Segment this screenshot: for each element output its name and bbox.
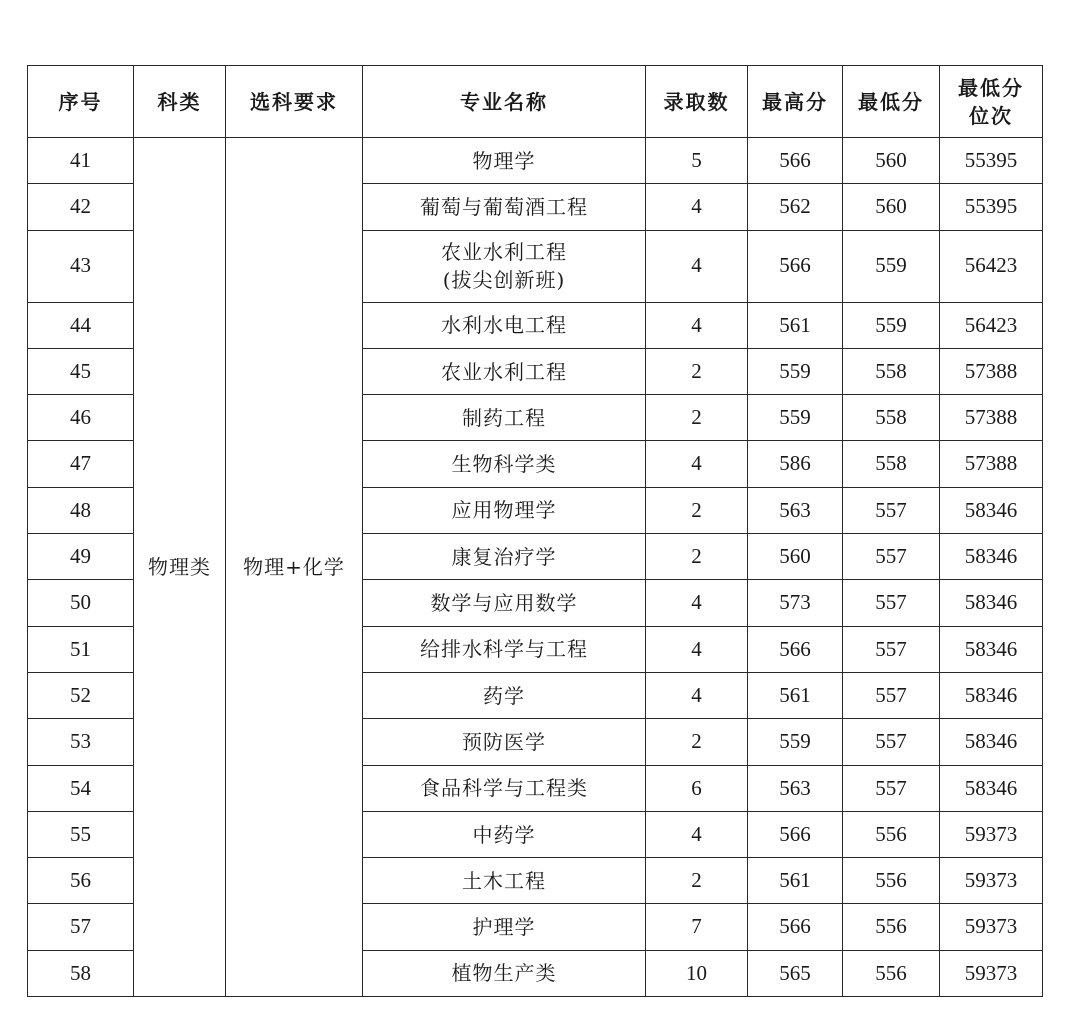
cell-min-rank: 58346 <box>940 487 1043 533</box>
cell-seq: 58 <box>28 950 134 996</box>
header-major-name: 专业名称 <box>363 66 646 138</box>
cell-seq: 52 <box>28 672 134 718</box>
cell-admitted: 10 <box>646 950 748 996</box>
cell-major: 农业水利工程 <box>363 348 646 394</box>
cell-admitted: 4 <box>646 580 748 626</box>
cell-major: 护理学 <box>363 904 646 950</box>
cell-max-score: 566 <box>748 230 843 302</box>
header-admitted-count: 录取数 <box>646 66 748 138</box>
cell-min-rank: 57388 <box>940 441 1043 487</box>
cell-min-score: 557 <box>843 626 940 672</box>
cell-min-score: 557 <box>843 672 940 718</box>
cell-admitted: 4 <box>646 184 748 230</box>
cell-seq: 51 <box>28 626 134 672</box>
cell-min-score: 557 <box>843 534 940 580</box>
cell-min-rank: 59373 <box>940 950 1043 996</box>
cell-min-score: 556 <box>843 904 940 950</box>
cell-min-rank: 55395 <box>940 184 1043 230</box>
cell-max-score: 561 <box>748 672 843 718</box>
cell-max-score: 566 <box>748 138 843 184</box>
cell-admitted: 2 <box>646 719 748 765</box>
cell-max-score: 562 <box>748 184 843 230</box>
cell-max-score: 565 <box>748 950 843 996</box>
cell-seq: 43 <box>28 230 134 302</box>
header-min-rank <box>940 66 1043 138</box>
cell-admitted: 2 <box>646 348 748 394</box>
header-row <box>28 66 1043 138</box>
cell-min-score: 556 <box>843 811 940 857</box>
cell-admitted: 4 <box>646 302 748 348</box>
cell-min-rank: 55395 <box>940 138 1043 184</box>
cell-min-rank: 59373 <box>940 858 1043 904</box>
cell-min-rank: 58346 <box>940 534 1043 580</box>
cell-admitted: 6 <box>646 765 748 811</box>
table-row <box>28 138 1043 184</box>
cell-max-score: 560 <box>748 534 843 580</box>
cell-major: 葡萄与葡萄酒工程 <box>363 184 646 230</box>
cell-min-rank: 58346 <box>940 719 1043 765</box>
cell-max-score: 559 <box>748 395 843 441</box>
header-min-rank-line1: 最低分 <box>958 75 1024 100</box>
cell-major: 土木工程 <box>363 858 646 904</box>
cell-admitted: 4 <box>646 672 748 718</box>
header-max-score: 最高分 <box>748 66 843 138</box>
cell-min-score: 556 <box>843 950 940 996</box>
header-min-rank-line2: 位次 <box>969 103 1013 128</box>
admission-table <box>27 65 1043 997</box>
cell-max-score: 559 <box>748 719 843 765</box>
cell-min-score: 557 <box>843 580 940 626</box>
cell-max-score: 566 <box>748 626 843 672</box>
cell-max-score: 561 <box>748 302 843 348</box>
cell-seq: 54 <box>28 765 134 811</box>
cell-major: 生物科学类 <box>363 441 646 487</box>
cell-admitted: 4 <box>646 626 748 672</box>
cell-major-line1: 农业水利工程 <box>441 240 567 265</box>
cell-max-score: 563 <box>748 487 843 533</box>
cell-min-rank: 57388 <box>940 395 1043 441</box>
cell-min-score: 557 <box>843 765 940 811</box>
cell-major: 应用物理学 <box>363 487 646 533</box>
cell-category: 物理类 <box>134 138 226 997</box>
cell-seq: 55 <box>28 811 134 857</box>
cell-seq: 48 <box>28 487 134 533</box>
cell-major-line2: (拔尖创新班) <box>442 268 566 293</box>
cell-max-score: 573 <box>748 580 843 626</box>
cell-max-score: 561 <box>748 858 843 904</box>
cell-major: 植物生产类 <box>363 950 646 996</box>
cell-major: 中药学 <box>363 811 646 857</box>
cell-admitted: 4 <box>646 441 748 487</box>
cell-seq: 44 <box>28 302 134 348</box>
cell-min-rank: 56423 <box>940 302 1043 348</box>
header-min-score: 最低分 <box>843 66 940 138</box>
cell-major: 物理学 <box>363 138 646 184</box>
cell-min-rank: 58346 <box>940 765 1043 811</box>
cell-admitted: 2 <box>646 858 748 904</box>
cell-seq: 45 <box>28 348 134 394</box>
cell-admitted: 4 <box>646 811 748 857</box>
cell-min-rank: 58346 <box>940 672 1043 718</box>
cell-major <box>363 230 646 302</box>
cell-seq: 46 <box>28 395 134 441</box>
cell-major: 食品科学与工程类 <box>363 765 646 811</box>
cell-min-score: 557 <box>843 487 940 533</box>
cell-min-score: 558 <box>843 395 940 441</box>
cell-seq: 47 <box>28 441 134 487</box>
cell-subject-requirement: 物理+化学 <box>226 138 363 997</box>
cell-max-score: 563 <box>748 765 843 811</box>
cell-admitted: 5 <box>646 138 748 184</box>
cell-max-score: 559 <box>748 348 843 394</box>
cell-min-score: 558 <box>843 348 940 394</box>
cell-seq: 53 <box>28 719 134 765</box>
cell-seq: 57 <box>28 904 134 950</box>
cell-min-rank: 58346 <box>940 580 1043 626</box>
cell-major: 制药工程 <box>363 395 646 441</box>
cell-min-rank: 59373 <box>940 811 1043 857</box>
cell-min-score: 560 <box>843 138 940 184</box>
cell-major: 康复治疗学 <box>363 534 646 580</box>
cell-max-score: 586 <box>748 441 843 487</box>
cell-seq: 49 <box>28 534 134 580</box>
cell-admitted: 2 <box>646 395 748 441</box>
cell-min-rank: 57388 <box>940 348 1043 394</box>
cell-max-score: 566 <box>748 904 843 950</box>
cell-admitted: 2 <box>646 534 748 580</box>
cell-seq: 56 <box>28 858 134 904</box>
cell-major: 预防医学 <box>363 719 646 765</box>
cell-min-score: 559 <box>843 302 940 348</box>
cell-admitted: 2 <box>646 487 748 533</box>
cell-major: 数学与应用数学 <box>363 580 646 626</box>
cell-seq: 41 <box>28 138 134 184</box>
cell-major: 水利水电工程 <box>363 302 646 348</box>
cell-major: 给排水科学与工程 <box>363 626 646 672</box>
cell-min-score: 560 <box>843 184 940 230</box>
cell-min-score: 559 <box>843 230 940 302</box>
header-subject-requirement: 选科要求 <box>226 66 363 138</box>
cell-min-rank: 58346 <box>940 626 1043 672</box>
cell-seq: 50 <box>28 580 134 626</box>
cell-min-score: 556 <box>843 858 940 904</box>
cell-min-score: 558 <box>843 441 940 487</box>
cell-major: 药学 <box>363 672 646 718</box>
cell-seq: 42 <box>28 184 134 230</box>
cell-admitted: 4 <box>646 230 748 302</box>
header-category: 科类 <box>134 66 226 138</box>
cell-max-score: 566 <box>748 811 843 857</box>
cell-min-rank: 56423 <box>940 230 1043 302</box>
header-seq: 序号 <box>28 66 134 138</box>
cell-admitted: 7 <box>646 904 748 950</box>
cell-min-rank: 59373 <box>940 904 1043 950</box>
cell-min-score: 557 <box>843 719 940 765</box>
